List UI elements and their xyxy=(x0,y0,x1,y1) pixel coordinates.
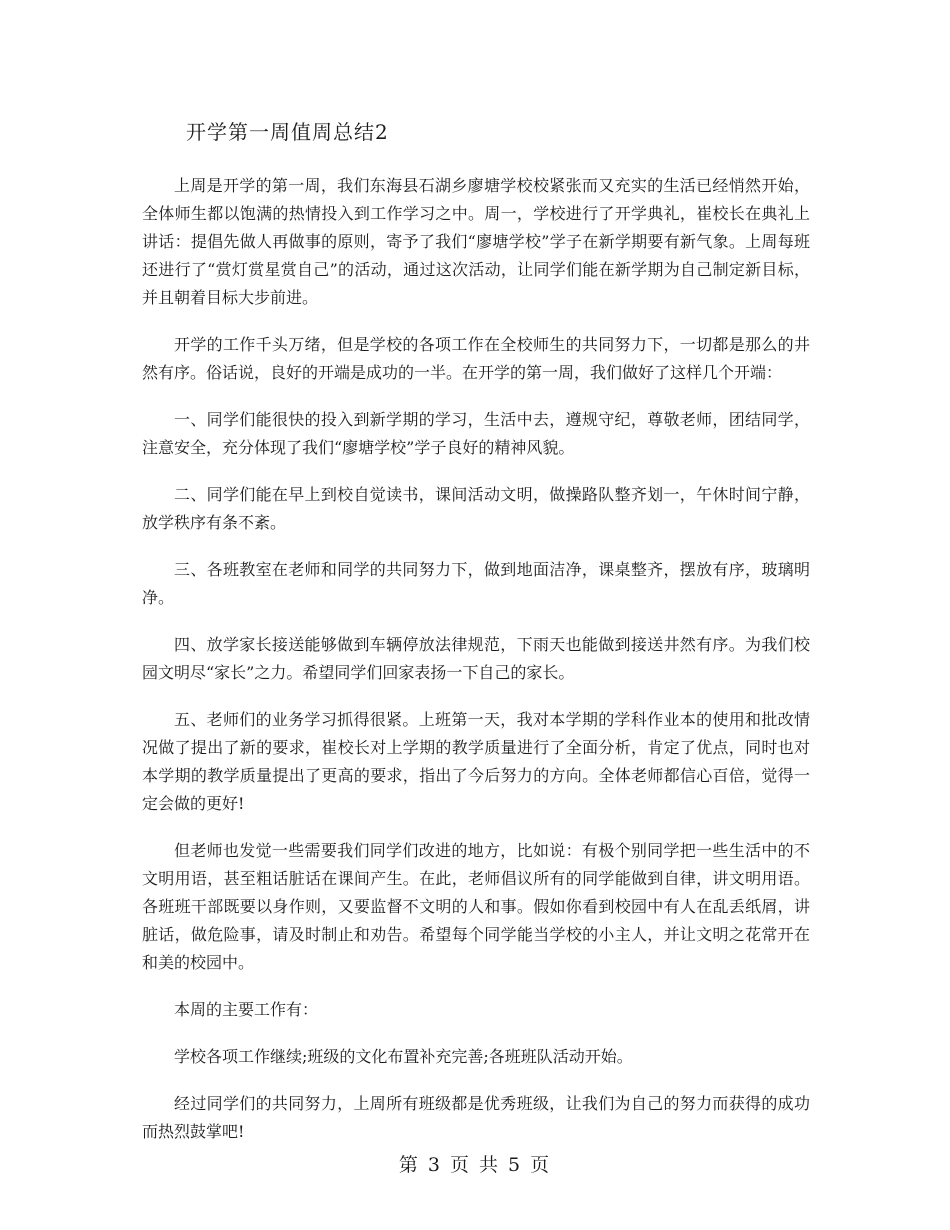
paragraph: 一、同学们能很快的投入到新学期的学习，生活中去，遵规守纪，尊敬老师，团结同学，注意安全，充分体现了我们“廖塘学校”学子良好的精神风貌。 xyxy=(142,410,810,457)
paragraph: 本周的主要工作有： xyxy=(174,1000,319,1019)
paragraph: 五、老师们的业务学习抓得很紧。上班第一天，我对本学期的学科作业本的使用和批改情况做了提出了新的要求，崔校长对上学期的教学质量进行了全面分析，肯定了优点，同时也对本学期的教学质量提出了更高的要求，指出了今后努力的方向。全体老师都信心百倍，觉得一定会做的更好! xyxy=(142,710,810,813)
paragraph: 经过同学们的共同努力，上周所有班级都是优秀班级，让我们为自己的努力而获得的成功而热烈鼓掌吧! xyxy=(142,1094,810,1141)
paragraph: 开学的工作千头万绪，但是学校的各项工作在全校师生的共同努力下，一切都是那么的井然有序。俗话说，良好的开端是成功的一半。在开学的第一周，我们做好了这样几个开端： xyxy=(142,335,810,382)
document-title: 开学第一周值周总结2 xyxy=(186,120,389,144)
paragraph: 三、各班教室在老师和同学的共同努力下，做到地面洁净，课桌整齐，摆放有序，玻璃明净。 xyxy=(142,560,810,607)
paragraph: 但老师也发觉一些需要我们同学们改进的地方，比如说：有极个别同学把一些生活中的不文明用语，甚至粗话脏话在课间产生。在此，老师倡议所有的同学能做到自律，讲文明用语。各班班干部既要以身作则，又要监督不文明的人和事。假如你看到校园中有人在乱丢纸屑，讲脏话，做危险事，请及时制止和劝告。希望每个同学能当学校的小主人，并让文明之花常开在和美的校园中。 xyxy=(142,841,810,972)
paragraph: 二、同学们能在早上到校自觉读书，课间活动文明，做操路队整齐划一，午休时间宁静，放学秩序有条不紊。 xyxy=(142,485,810,532)
page-number-footer: 第 3 页 共 5 页 xyxy=(398,1154,552,1176)
document-body xyxy=(142,172,810,1165)
paragraph: 学校各项工作继续;班级的文化布置补充完善;各班班队活动开始。 xyxy=(174,1047,633,1066)
paragraph: 四、放学家长接送能够做到车辆停放法律规范，下雨天也能做到接送井然有序。为我们校园文明尽“家长”之力。希望同学们回家表扬一下自己的家长。 xyxy=(142,635,810,682)
paragraph: 上周是开学的第一周，我们东海县石湖乡廖塘学校校紧张而又充实的生活已经悄然开始，全体师生都以饱满的热情投入到工作学习之中。周一，学校进行了开学典礼，崔校长在典礼上讲话：提倡先做人再做事的原则，寄予了我们“廖塘学校”学子在新学期要有新气象。上周每班还进行了“赏灯赏星赏自己”的活动，通过这次活动，让同学们能在新学期为自己制定新目标，并且朝着目标大步前进。 xyxy=(142,176,810,307)
